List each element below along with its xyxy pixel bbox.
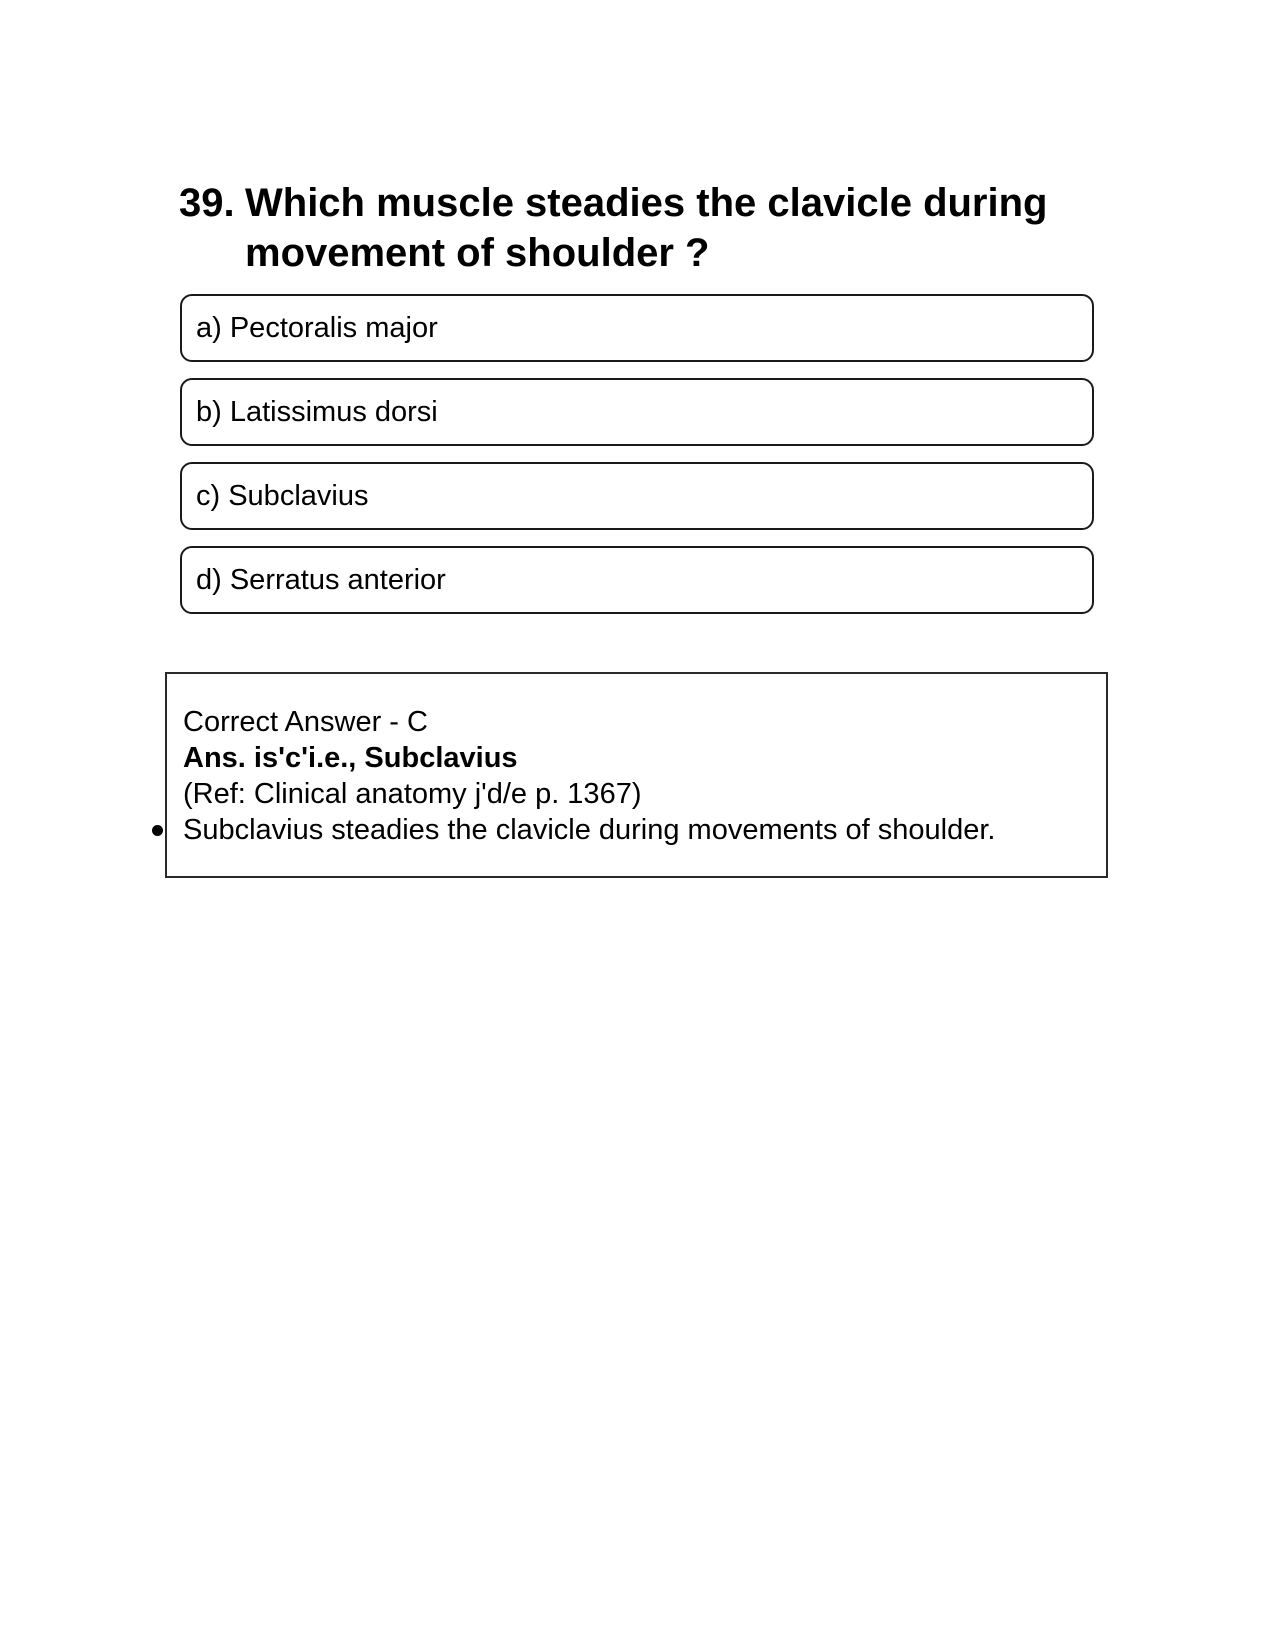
question-number: 39. bbox=[179, 181, 235, 225]
options-list bbox=[180, 294, 1094, 630]
bullet-item bbox=[183, 812, 1090, 848]
option-d[interactable]: d) Serratus anterior bbox=[180, 546, 1094, 614]
question-text: Which muscle steadies the clavicle during movement of shoulder ? bbox=[245, 181, 1048, 275]
option-b[interactable]: b) Latissimus dorsi bbox=[180, 378, 1094, 446]
bullet-text: Subclavius steadies the clavicle during movements of shoulder. bbox=[183, 814, 996, 846]
correct-answer-line: Correct Answer - C bbox=[183, 706, 428, 738]
option-a[interactable]: a) Pectoralis major bbox=[180, 294, 1094, 362]
bullet-icon bbox=[152, 825, 163, 836]
answer-box bbox=[165, 672, 1108, 878]
reference-line: (Ref: Clinical anatomy j'd/e p. 1367) bbox=[183, 778, 642, 810]
answer-explanation-title: Ans. is'c'i.e., Subclavius bbox=[183, 742, 518, 774]
question bbox=[179, 178, 1099, 278]
option-c[interactable]: c) Subclavius bbox=[180, 462, 1094, 530]
